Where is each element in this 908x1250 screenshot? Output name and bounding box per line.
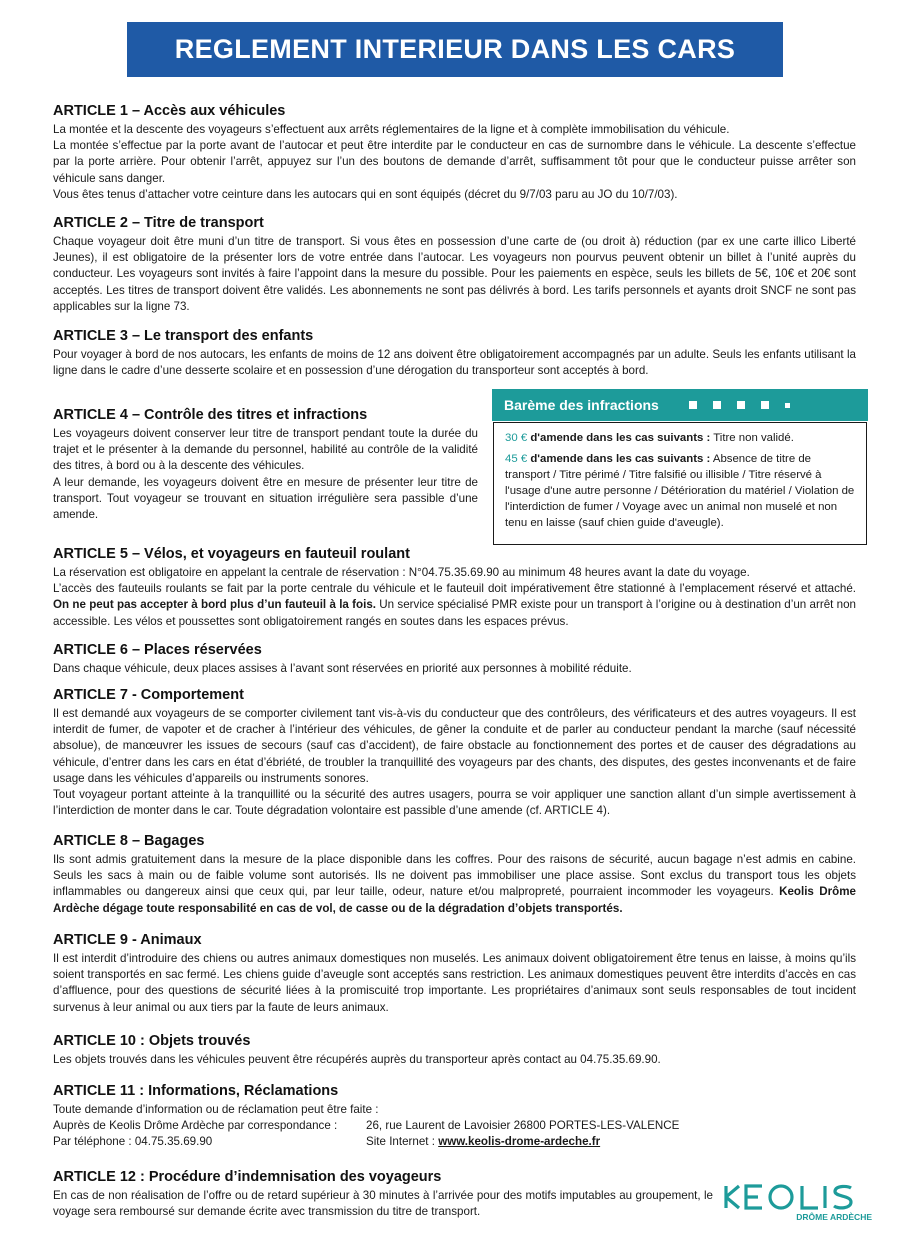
article-1: [53, 103, 856, 203]
article-text: A leur demande, les voyageurs doivent être en mesure de présenter leur titre de transport. Tout voyageur se trouvant en situation irrégulière sera passible d’une amende.: [53, 475, 478, 522]
contact-address-row: [53, 1118, 856, 1134]
article-4: [53, 407, 478, 523]
article-heading: ARTICLE 1 – Accès aux véhicules: [53, 103, 286, 119]
article-text: [53, 852, 856, 917]
fine-amount: 30 €: [505, 432, 528, 444]
emphasis-text: On ne peut pas accepter à bord plus d’un fauteuil à la fois.: [53, 598, 376, 612]
article-7: [53, 687, 856, 819]
infraction-entry: [505, 451, 856, 531]
article-heading: ARTICLE 11 : Informations, Réclamations: [53, 1083, 339, 1099]
text-span: Ils sont admis gratuitement dans la mesure de la place disponible dans les coffres. Pour des raisons de sécurité, aucun bagage n’est admis en cabine. Seuls les sacs à main ou de faible volume sont autorisés. Ils ne doivent pas immobiliser une place assise. Sont exclus du transport tous les objets inflammables ou dangereux ainsi que ceux qui, par leur taille, odeur, nature et/ou malpropreté, pourraient incommoder les voyageurs.: [53, 853, 856, 899]
article-text: Tout voyageur portant atteinte à la tranquillité ou la sécurité des autres usagers, pourra se voir appliquer une sanction allant d’un simple avertissement à l’interdiction de monter dans le car. Toute dégradation volontaire est passible d’une amende (cf. ARTICLE 4).: [53, 788, 856, 818]
article-text: Vous êtes tenus d’attacher votre ceinture dans les autocars qui en sont équipés (décret du 9/7/03 paru au JO du 10/7/03).: [53, 187, 678, 201]
article-text: Il est interdit d’introduire des chiens ou autres animaux domestiques non muselés. Les animaux doivent obligatoirement être tenus en laisse, à moins qu’ils soient transportés en sac fermé. Les chiens guide d’aveugle sont acceptés sans restriction. Les animaux domestiques peuvent être interdits d’accès en cas d’affluence, pour des questions de sécurité liées à la promiscuité trop importante. Les propriétaires d’animaux sont seuls responsables de tout incident survenus à leur animal ou aux tiers par la faute de leurs animaux.: [53, 952, 856, 1014]
article-heading: ARTICLE 4 – Contrôle des titres et infractions: [53, 407, 368, 423]
text-span: L’accès des fauteuils roulants se fait par la porte centrale du véhicule et le fauteuil doit impérativement être stationné à l’emplacement réservé et attaché.: [53, 582, 856, 596]
infractions-box: [493, 422, 867, 545]
square-icon: [737, 401, 745, 409]
decorative-squares: [689, 401, 806, 409]
article-text: Pour voyager à bord de nos autocars, les enfants de moins de 12 ans doivent être obligatoirement accompagnés par un adulte. Seuls les enfants utilisant la ligne dans le cadre d’une desserte scolaire et en possession d’une dérogation du transporteur sont acceptés à bord.: [53, 348, 856, 378]
article-heading: ARTICLE 10 : Objets trouvés: [53, 1033, 251, 1049]
website-label: [366, 1134, 600, 1150]
logo-subtitle: DRÔME ARDÈCHE: [796, 1212, 872, 1222]
phone-number: Par téléphone : 04.75.35.69.90: [53, 1135, 213, 1149]
infractions-header: [492, 389, 868, 421]
square-icon: [713, 401, 721, 409]
page-title: REGLEMENT INTERIEUR DANS LES CARS: [127, 22, 783, 77]
article-9: [53, 932, 856, 1016]
article-text: En cas de non réalisation de l’offre ou de retard supérieur à 30 minutes à l’arrivée pour des motifs imputables au groupement, le voyage sera remboursé sur demande écrite avec transmission du titre de transport.: [53, 1189, 713, 1219]
postal-address: 26, rue Laurent de Lavoisier 26800 PORTES-LES-VALENCE: [366, 1119, 680, 1133]
article-heading: ARTICLE 6 – Places réservées: [53, 642, 262, 658]
article-text: Dans chaque véhicule, deux places assises à l’avant sont réservées en priorité aux personnes à mobilité réduite.: [53, 662, 632, 675]
article-text: La montée et la descente des voyageurs s’effectuent aux arrêts réglementaires de la ligne et à complète immobilisation du véhicule.: [53, 123, 730, 136]
article-heading: ARTICLE 12 : Procédure d’indemnisation des voyageurs: [53, 1169, 442, 1185]
article-text: [53, 581, 856, 630]
article-text: La montée s’effectue par la porte avant de l’autocar et peut être interdite par le conducteur en cas de surnombre dans le véhicule. La descente s’effectue par la porte arrière. Pour obtenir l’arrêt, appuyez sur l’un des boutons de demande d’arrêt, suffisamment tôt pour que le conducteur puisse arrêter son véhicule sans danger.: [53, 139, 856, 185]
article-heading: ARTICLE 2 – Titre de transport: [53, 215, 264, 231]
article-5: [53, 546, 856, 630]
article-2: [53, 215, 856, 315]
square-icon: [761, 401, 769, 409]
article-heading: ARTICLE 9 - Animaux: [53, 932, 202, 948]
infraction-entry: [505, 430, 856, 446]
fine-label: d'amende dans les cas suivants :: [527, 453, 711, 465]
article-text: Les objets trouvés dans les véhicules peuvent être récupérés auprès du transporteur après contact au 04.75.35.69.90.: [53, 1053, 661, 1066]
article-heading: ARTICLE 7 - Comportement: [53, 687, 244, 703]
article-text: La réservation est obligatoire en appelant la centrale de réservation : N°04.75.35.69.90 au minimum 48 heures avant la date du voyage.: [53, 566, 750, 579]
fine-amount: 45 €: [505, 453, 528, 465]
article-heading: ARTICLE 5 – Vélos, et voyageurs en fauteuil roulant: [53, 546, 410, 562]
contact-phone-row: [53, 1134, 856, 1150]
article-12: [53, 1169, 713, 1220]
square-icon: [785, 403, 790, 408]
emphasis-text: Keolis Drôme Ardèche dégage toute responsabilité en cas de vol, de casse ou de la dégradation d’objets transportés.: [53, 885, 856, 915]
website-link[interactable]: www.keolis-drome-ardeche.fr: [438, 1135, 601, 1149]
article-heading: ARTICLE 3 – Le transport des enfants: [53, 328, 314, 344]
text-span: Un service spécialisé PMR existe pour un transport à l’origine ou à destination d’un arrêt non accessible. Les vélos et poussettes sont obligatoirement rangés en soutes dans les espaces prévus.: [53, 598, 856, 628]
keolis-logo: [722, 1183, 874, 1223]
article-8: [53, 833, 856, 917]
article-heading: ARTICLE 8 – Bagages: [53, 833, 205, 849]
article-text: Toute demande d’information ou de réclamation peut être faite :: [53, 1103, 379, 1116]
article-3: [53, 328, 856, 379]
square-icon: [689, 401, 697, 409]
fine-cases: Absence de titre de transport / Titre périmé / Titre falsifié ou illisible / Titre réservé à l'usage d'une autre personne / Détérioration du matériel / Violation de l'interdiction de fumer / Voyage avec un animal non muselé et non tenu en laisse (sauf chien guide d'aveugle).: [505, 453, 855, 529]
article-text: Les voyageurs doivent conserver leur titre de transport pendant toute la durée du trajet et le présenter à la demande du personnel, habilité au contrôle de la validité des titres, à bord ou à la descente des véhicules.: [53, 427, 478, 473]
article-10: [53, 1033, 856, 1068]
article-6: [53, 642, 856, 677]
infractions-title: Barème des infractions: [504, 397, 659, 413]
article-11: [53, 1083, 856, 1151]
fine-label: d'amende dans les cas suivants :: [527, 432, 711, 444]
article-text: Il est demandé aux voyageurs de se comporter civilement tant vis-à-vis du conducteur que des contrôleurs, des vérificateurs et des autres voyageurs. Il est interdit de fumer, de vapoter et de cracher à l’intérieur des véhicules, de gêner la conduite et de parler au conducteur pendant la marche (sauf nécessité absolue), de manœuvrer les issues de secours (sauf cas d’accident), de faire obstacle au fonctionnement des portes et de causer des dégradations au véhicule, d’entrer dans les cars en état d’ébriété, de troubler la tranquillité des voyageurs par des chants, des disputes, des gestes inconvenants et de faire usage dans les véhicules d’appareils ou instruments sonores.: [53, 707, 856, 785]
correspondence-label: Auprès de Keolis Drôme Ardèche par correspondance :: [53, 1119, 338, 1133]
article-text: Chaque voyageur doit être muni d’un titre de transport. Si vous êtes en possession d’une carte de (ou droit à) réduction (par ex une carte illico Liberté Jeunes), il est obligatoire de la présenter lors de votre entrée dans l’autocar. Les voyageurs non pourvus peuvent obtenir un billet à l’unité auprès du conducteur. Les voyageurs sont invités à faire l’appoint dans la mesure du possible. Pour les paiements en espèce, seuls les billets de 5€, 10€ et 20€ sont acceptés. Les titres de transport doivent être validés. Les abonnements ne sont pas délivrés à bord. Les tarifs personnels et ayants droit SNCF ne sont pas applicables sur la ligne 73.: [53, 235, 856, 313]
text-span: Site Internet :: [366, 1135, 439, 1149]
fine-cases: Titre non validé.: [710, 432, 794, 444]
